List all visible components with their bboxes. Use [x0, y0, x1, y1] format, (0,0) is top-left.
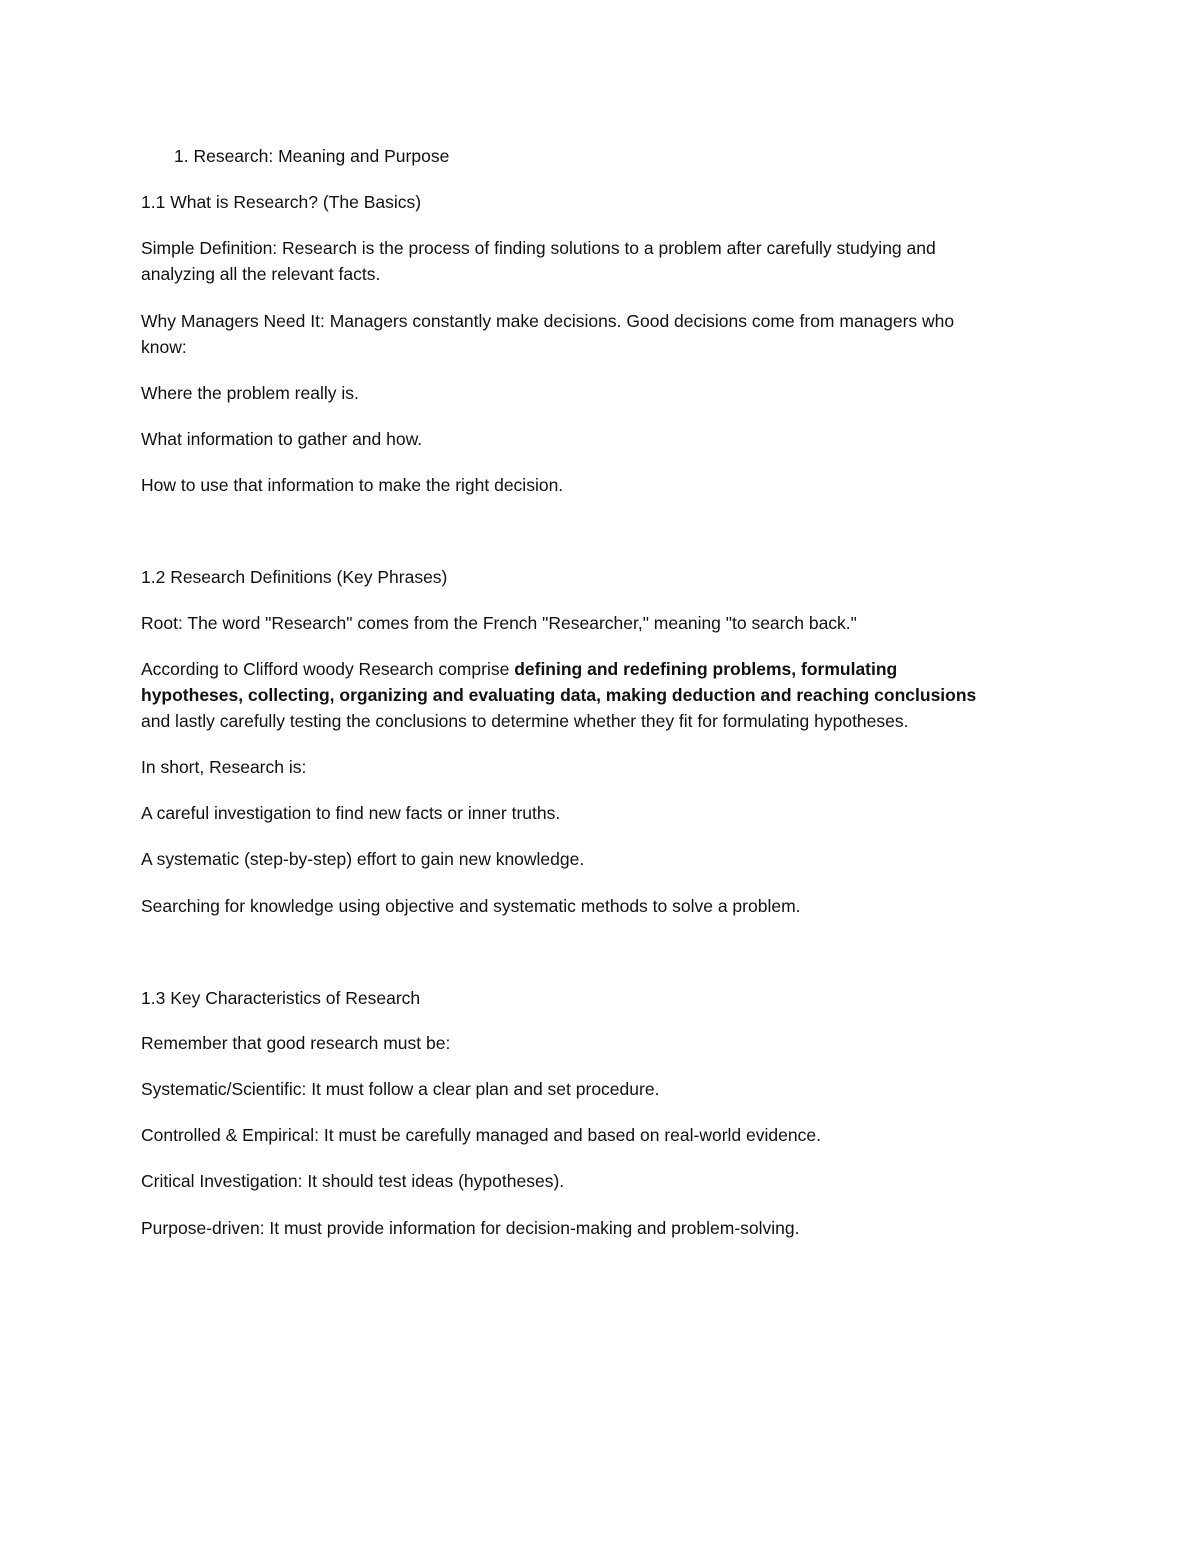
point-information-gathering: What information to gather and how. [141, 429, 423, 449]
characteristic-purpose: Purpose-driven: It must provide information for decision-making and problem-solving. [141, 1218, 800, 1238]
characteristic-critical: Critical Investigation: It should test ideas (hypotheses). [141, 1171, 565, 1191]
point-use-information: How to use that information to make the right decision. [141, 475, 564, 495]
short-systematic-effort: A systematic (step-by-step) effort to gain new knowledge. [141, 849, 585, 869]
woody-key-phrases-2: hypotheses, collecting, organizing and evaluating data, making deduction and reaching conclusions [141, 685, 977, 705]
short-careful-investigation: A careful investigation to find new facts or inner truths. [141, 803, 561, 823]
why-managers-line-2: know: [141, 337, 187, 357]
woody-key-phrases-1: defining and redefining problems, formulating [514, 659, 898, 679]
point-problem-location: Where the problem really is. [141, 383, 359, 403]
in-short-label: In short, Research is: [141, 757, 307, 777]
section-1-2-heading: 1.2 Research Definitions (Key Phrases) [141, 567, 448, 587]
why-managers-line-1: Why Managers Need It: Managers constantly make decisions. Good decisions come from managers who [141, 311, 955, 331]
document-title: 1. Research: Meaning and Purpose [174, 146, 450, 166]
woody-intro: According to Clifford woody Research comprise [141, 659, 515, 679]
section-1-3-heading: 1.3 Key Characteristics of Research [141, 988, 421, 1008]
woody-definition-line-1 [141, 656, 1061, 682]
characteristics-intro: Remember that good research must be: [141, 1033, 451, 1053]
simple-definition-line-2: analyzing all the relevant facts. [141, 264, 381, 284]
characteristic-controlled: Controlled & Empirical: It must be carefully managed and based on real-world evidence. [141, 1125, 821, 1145]
simple-definition-line-1: Simple Definition: Research is the process of finding solutions to a problem after carefully studying and [141, 238, 936, 258]
woody-definition-rest: and lastly carefully testing the conclusions to determine whether they fit for formulating hypotheses. [141, 711, 909, 731]
section-1-1-heading: 1.1 What is Research? (The Basics) [141, 192, 422, 212]
root-definition: Root: The word "Research" comes from the French "Researcher," meaning "to search back." [141, 613, 857, 633]
short-searching-knowledge: Searching for knowledge using objective and systematic methods to solve a problem. [141, 896, 801, 916]
characteristic-systematic: Systematic/Scientific: It must follow a clear plan and set procedure. [141, 1079, 660, 1099]
